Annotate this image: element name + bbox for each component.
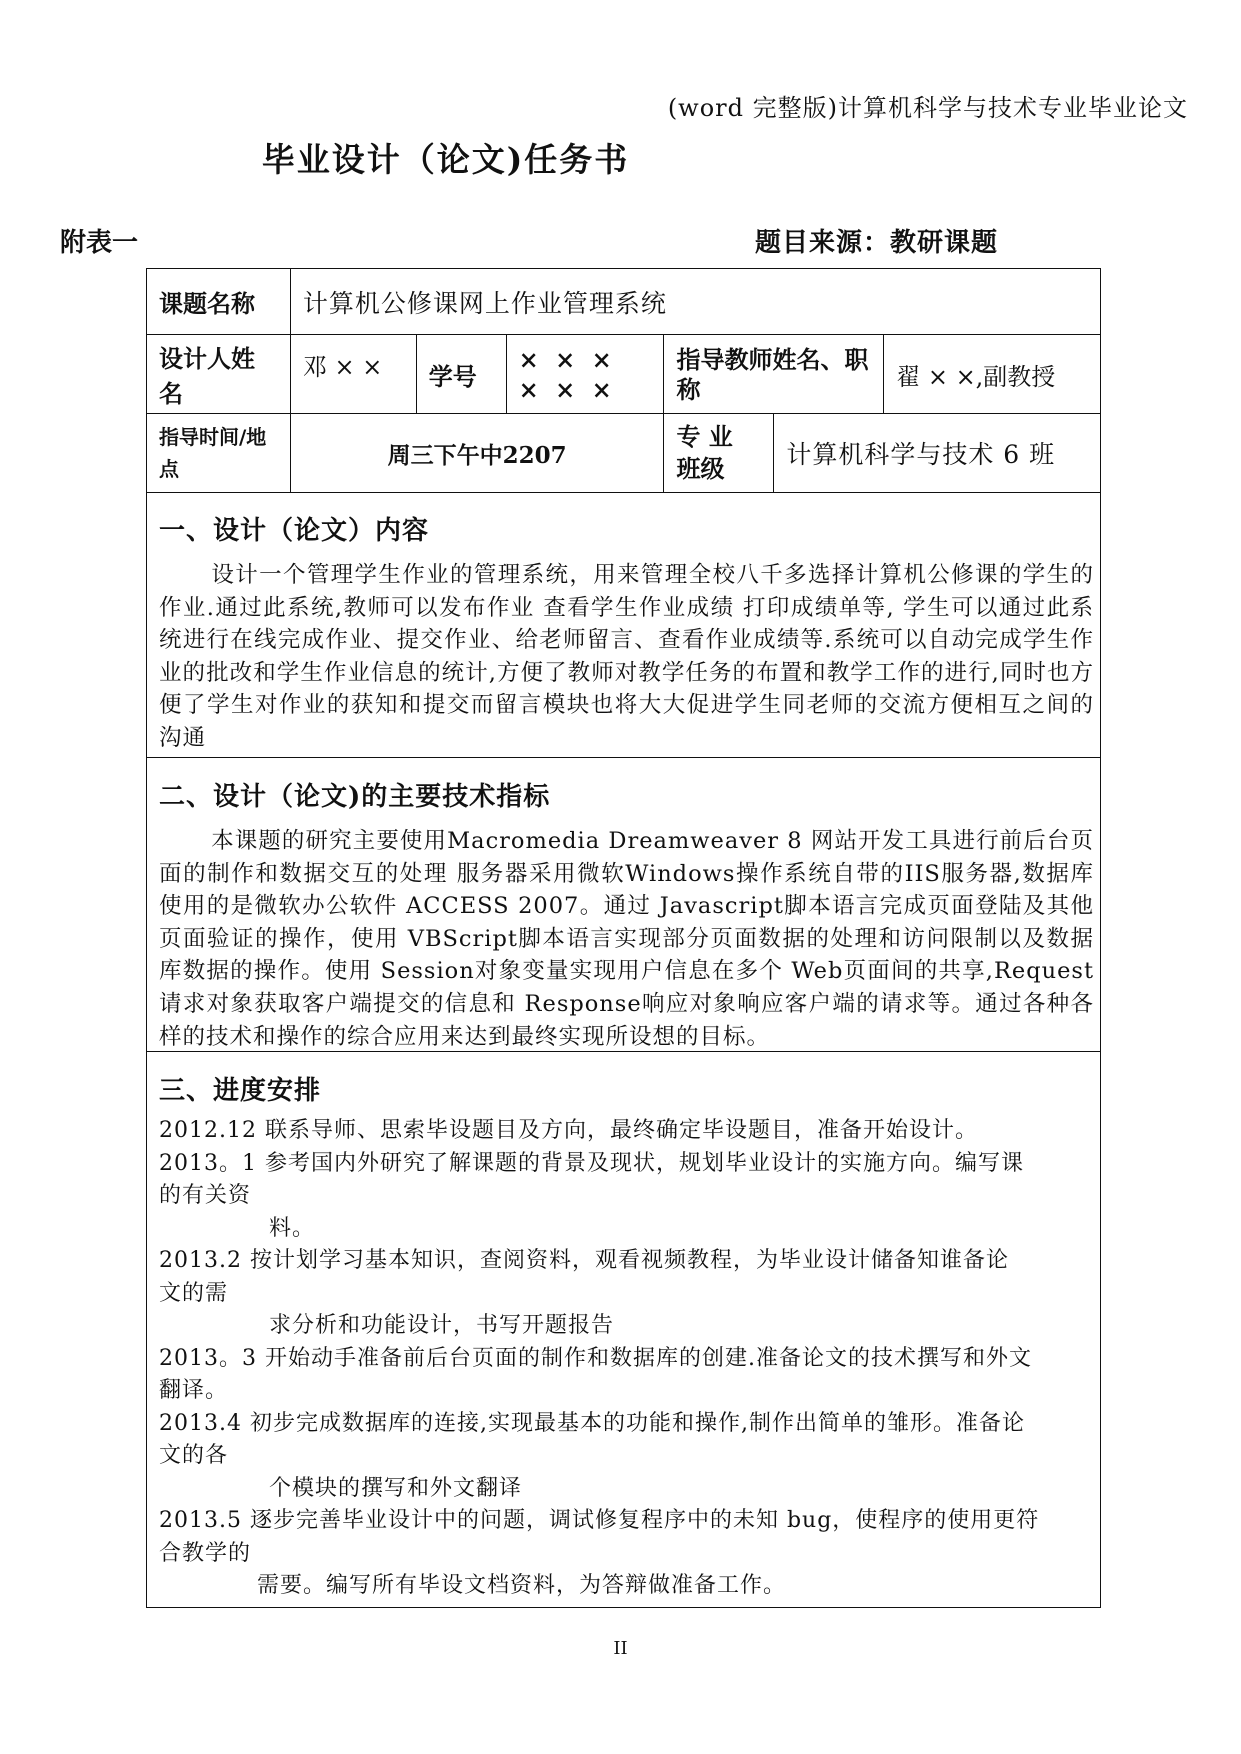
student-id-label: 学号 xyxy=(416,335,506,414)
section-tech-body-wrap xyxy=(159,825,1094,1053)
section-tech-heading: 二、设计（论文)的主要技术指标 xyxy=(159,782,551,812)
table-row xyxy=(147,269,1101,335)
schedule-line: 2013.2 按计划学习基本知识，查阅资料，观看视频教程，为毕业设计储备知谁备论 xyxy=(159,1248,1009,1273)
schedule-line: 需要。编写所有毕设文档资料，为答辩做准备工作。 xyxy=(257,1573,787,1598)
section-schedule xyxy=(146,1052,1101,1608)
attachment-label: 附表一 xyxy=(60,228,139,258)
schedule-line: 2013.4 初步完成数据库的连接,实现最基本的功能和操作,制作出简单的雏形。准备论 xyxy=(159,1410,1025,1436)
schedule-line: 文的需 xyxy=(159,1280,229,1306)
schedule-line: 文的各 xyxy=(159,1443,229,1468)
document-title xyxy=(0,134,1241,181)
section-schedule-heading: 三、进度安排 xyxy=(159,1076,322,1106)
section-content-heading: 一、设计（论文）内容 xyxy=(159,516,430,546)
topic-value: 计算机公修课网上作业管理系统 xyxy=(290,269,1100,335)
page-number: II xyxy=(613,1638,628,1659)
designer-label: 设计人姓名 xyxy=(147,335,291,414)
info-table xyxy=(146,268,1101,493)
section-tech xyxy=(146,758,1101,1052)
schedule-line: 的有关资 xyxy=(159,1183,252,1208)
designer-value: 邓 × × xyxy=(290,335,416,414)
topic-label: 课题名称 xyxy=(147,269,291,335)
section-content-body: 设计一个管理学生作业的管理系统，用来管理全校八千多选择计算机公修课的学生的作业.通过此系统,教师可以发布作业 查看学生作业成绩 打印成绩单等, 学生可以通过此系统进行在线完成作业、提交作业、给老师留言、查看作业成绩等.系统可以自动完成学生作业的批改和学生作业信息的统计,方便了教师对教学任务的布置和教学工作的进行,同时也方便了学生对作业的获知和提交而留言模块也将大大促进学生同老师的交流方便相互之间的沟通 xyxy=(159,562,1094,751)
class-label: 专 业 班级 xyxy=(664,414,774,493)
running-header: (word 完整版)计算机科学与技术专业毕业论文 xyxy=(667,94,1188,122)
section-tech-body: 本课题的研究主要使用Macromedia Dreamweaver 8 网站开发工具进行前后台页面的制作和数据交互的处理 服务器采用微软Windows操作系统自带的IIS服务器,数据库使用的是微软办公软件 ACCESS 2007。通过 Javascript脚本语言完成页面登陆及其他页面验证的操作，使用 VBScript脚本语言实现部分页面数据的处理和访问限制以及数据库数据的操作。使用 Session对象变量实现用户信息在多个 Web页面间的共享,Request请求对象获取客户端提交的信息和 Response响应对象响应客户端的请求等。通过各种各样的技术和操作的综合应用来达到最终实现所设想的目标。 xyxy=(159,828,1094,1050)
schedule-line: 2013。1 参考国内外研究了解课题的背景及现状，规划毕业设计的实施方向。编写课 xyxy=(159,1150,1024,1176)
document-title-text: 毕业设计（论文)任务书 xyxy=(261,140,630,179)
schedule-line: 2013.5 逐步完善毕业设计中的问题，调试修复程序中的未知 bug，使程序的使用更符 xyxy=(159,1508,1040,1533)
schedule-line: 料。 xyxy=(269,1215,316,1241)
table-row xyxy=(147,335,1101,414)
schedule-line: 个模块的撰写和外文翻译 xyxy=(269,1475,523,1501)
section-content-body-wrap xyxy=(159,559,1094,755)
advisor-label: 指导教师姓名、职称 xyxy=(664,335,884,414)
schedule-line: 翻译。 xyxy=(159,1378,229,1403)
table-row xyxy=(147,414,1101,493)
schedule-list xyxy=(159,1115,1100,1603)
student-id-value: × × × × × × xyxy=(506,335,664,414)
schedule-line: 合教学的 xyxy=(159,1540,252,1566)
schedule-line: 2012.12 联系导师、思索毕设题目及方向，最终确定毕设题目，准备开始设计。 xyxy=(159,1118,978,1143)
source-label: 题目来源：教研课题 xyxy=(755,228,999,258)
time-value: 周三下午中2207 xyxy=(290,414,664,493)
class-value: 计算机科学与技术 6 班 xyxy=(774,414,1101,493)
schedule-line: 求分析和功能设计，书写开题报告 xyxy=(269,1313,615,1338)
schedule-line: 2013。3 开始动手准备前后台页面的制作和数据库的创建.准备论文的技术撰写和外文 xyxy=(159,1345,1032,1371)
advisor-value: 翟 × ×,副教授 xyxy=(884,335,1101,414)
time-label: 指导时间/地点 xyxy=(147,414,291,493)
section-content xyxy=(146,492,1101,758)
